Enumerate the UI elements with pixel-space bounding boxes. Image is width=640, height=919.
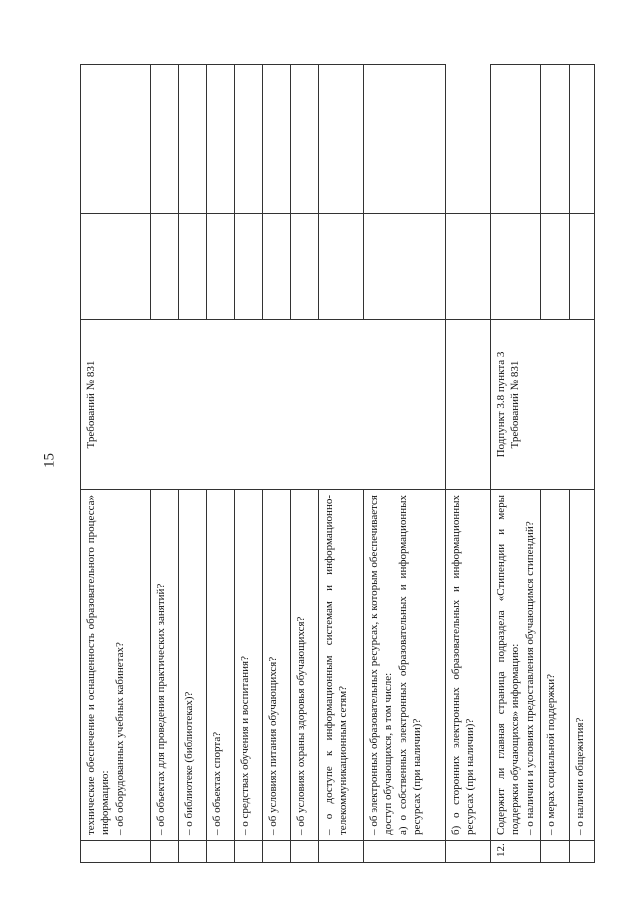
question-line: – об электронных образовательных ресурсах, к которым обеспечивается доступ обучающихся, в том числе: — [368, 495, 395, 835]
checklist-body — [81, 65, 595, 863]
legal-reference-cell: Подпункт 3.8 пункта 3 Требований № 831 — [491, 320, 595, 490]
note-cell — [364, 65, 446, 214]
answer-cell — [81, 214, 151, 320]
question-cell — [263, 490, 291, 841]
checklist-table — [80, 64, 595, 863]
question-line: технические обеспечение и оснащенность образовательного процесса» информацию: — [85, 495, 112, 835]
item-number-cell: 12. — [491, 841, 541, 863]
note-cell — [207, 65, 235, 214]
question-line: б) о сторонних электронных образовательных и информационных ресурсах (при наличии)? — [450, 495, 477, 835]
note-cell — [569, 65, 594, 214]
question-line: – о наличии и условиях предоставления обучающимся стипендий? — [523, 521, 536, 835]
answer-cell — [263, 214, 291, 320]
note-cell — [319, 65, 364, 214]
answer-cell — [151, 214, 179, 320]
table-row — [81, 65, 151, 863]
question-line: – об условиях питания обучающихся? — [267, 656, 279, 835]
legal-reference-cell: Требований № 831 — [81, 320, 446, 490]
item-number-cell — [364, 841, 446, 863]
question-cell — [446, 490, 491, 841]
question-cell — [491, 490, 541, 841]
question-line: – о мерах социальной поддержки? — [544, 674, 557, 835]
question-cell — [291, 490, 319, 841]
question-line: – об объектах для проведения практических занятий? — [155, 583, 167, 835]
table-row — [491, 65, 541, 863]
question-cell — [364, 490, 446, 841]
question-line: – об условиях охраны здоровья обучающихся? — [295, 616, 307, 835]
question-cell — [151, 490, 179, 841]
note-cell — [540, 65, 569, 214]
item-number-cell — [179, 841, 207, 863]
rotated-table-container — [80, 65, 585, 863]
question-line: – об объектах спорта? — [211, 731, 223, 835]
note-cell — [446, 214, 491, 320]
answer-cell — [235, 214, 263, 320]
page-number: 15 — [41, 453, 58, 468]
question-line: – об оборудованных учебных кабинетах? — [113, 642, 126, 835]
item-number-cell — [235, 841, 263, 863]
question-line: а) о собственных электронных образовательных и информационных ресурсах (при наличии)? — [396, 495, 423, 835]
item-number-cell — [319, 841, 364, 863]
question-cell — [569, 490, 594, 841]
question-cell — [81, 490, 151, 841]
item-number-cell — [263, 841, 291, 863]
answer-cell — [364, 214, 446, 320]
item-number-cell — [151, 841, 179, 863]
question-line: Содержит ли главная страница подраздела «Стипендии и меры поддержки обучающихся» информацию: — [495, 495, 522, 835]
note-cell — [81, 65, 151, 214]
item-number-cell — [569, 841, 594, 863]
table-row — [446, 65, 491, 863]
answer-cell — [569, 214, 594, 320]
item-number-cell — [81, 841, 151, 863]
question-line: – о средствах обучения и воспитания? — [239, 656, 251, 835]
item-number-cell — [540, 841, 569, 863]
answer-cell — [291, 214, 319, 320]
answer-cell — [446, 320, 491, 490]
question-cell — [540, 490, 569, 841]
answer-cell — [540, 214, 569, 320]
note-cell — [235, 65, 263, 214]
question-line: – о наличии общежития? — [573, 717, 586, 835]
answer-cell — [179, 214, 207, 320]
item-number-cell — [291, 841, 319, 863]
item-number-cell — [446, 841, 491, 863]
item-number-cell — [207, 841, 235, 863]
question-cell — [179, 490, 207, 841]
answer-cell — [207, 214, 235, 320]
question-cell — [207, 490, 235, 841]
question-cell — [319, 490, 364, 841]
note-cell — [491, 65, 541, 214]
answer-cell — [319, 214, 364, 320]
answer-cell — [491, 214, 541, 320]
note-cell — [151, 65, 179, 214]
question-line: – о доступе к информационным системам и информационно-телекоммуникационным сетям? — [323, 495, 350, 835]
note-cell — [179, 65, 207, 214]
question-line: – о библиотеке (библиотеках)? — [183, 691, 195, 835]
question-cell — [235, 490, 263, 841]
note-cell — [291, 65, 319, 214]
note-cell — [263, 65, 291, 214]
